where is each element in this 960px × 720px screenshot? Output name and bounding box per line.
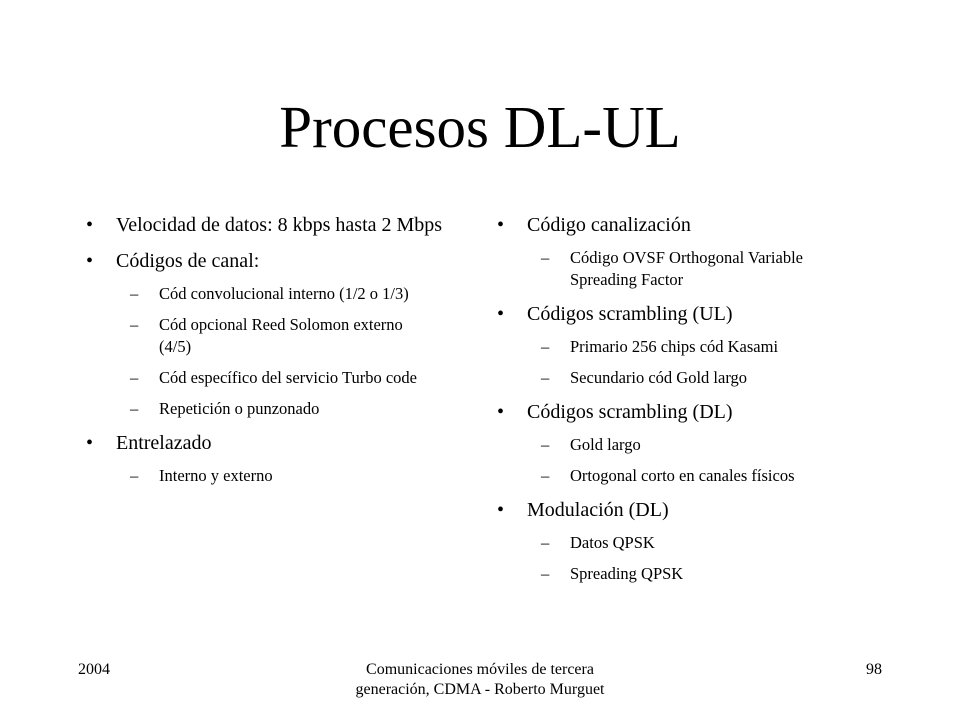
dash-icon: –	[541, 564, 550, 583]
sub-bullet-text: Interno y externo	[159, 466, 273, 485]
bullet-item	[86, 212, 466, 238]
bullet-icon: •	[497, 214, 505, 236]
bullet-item	[497, 497, 897, 523]
sub-bullet-item	[86, 398, 466, 420]
sub-bullet-text: Cód opcional Reed Solomon externo (4/5)	[159, 315, 403, 356]
footer-year: 2004	[78, 661, 110, 678]
sub-bullet-item	[497, 465, 897, 487]
bullet-text: Código canalización	[527, 214, 691, 236]
sub-bullet-text: Primario 256 chips cód Kasami	[570, 337, 779, 356]
bullet-text: Códigos scrambling (UL)	[527, 303, 733, 325]
sub-bullet-item	[497, 563, 897, 585]
sub-bullet-text: Cód convolucional interno (1/2 o 1/3)	[159, 284, 409, 303]
sub-bullet-text: Datos QPSK	[570, 533, 655, 552]
sub-bullet-item	[86, 283, 466, 305]
dash-icon: –	[541, 466, 550, 485]
bullet-icon: •	[497, 303, 505, 325]
bullet-item	[86, 248, 466, 274]
bullet-item	[497, 301, 897, 327]
bullet-icon: •	[86, 214, 94, 236]
bullet-text: Modulación (DL)	[527, 499, 669, 521]
sub-bullet-item	[497, 336, 897, 358]
left-bullet-list	[86, 212, 466, 487]
dash-icon: –	[541, 248, 550, 267]
bullet-text: Velocidad de datos: 8 kbps hasta 2 Mbps	[116, 214, 443, 236]
sub-bullet-item	[86, 367, 466, 389]
sub-bullet-text: Código OVSF Orthogonal Variable Spreading Factor	[570, 248, 803, 289]
sub-bullet-text: Secundario cód Gold largo	[570, 368, 748, 387]
bullet-text: Códigos scrambling (DL)	[527, 401, 733, 423]
dash-icon: –	[130, 284, 139, 303]
bullet-item	[497, 212, 897, 238]
sub-bullet-text: Ortogonal corto en canales físicos	[570, 466, 795, 485]
sub-bullet-text: Cód específico del servicio Turbo code	[159, 368, 417, 387]
bullet-text: Entrelazado	[116, 432, 212, 454]
dash-icon: –	[541, 337, 550, 356]
sub-bullet-item	[497, 247, 897, 291]
dash-icon: –	[130, 315, 139, 334]
sub-bullet-item	[497, 367, 897, 389]
dash-icon: –	[541, 368, 550, 387]
right-bullet-list	[497, 212, 897, 585]
dash-icon: –	[130, 399, 139, 418]
slide-title: Procesos DL-UL	[279, 94, 681, 160]
sub-bullet-text: Spreading QPSK	[570, 564, 684, 583]
bullet-icon: •	[86, 432, 94, 454]
sub-bullet-item	[497, 434, 897, 456]
bullet-icon: •	[497, 499, 505, 521]
dash-icon: –	[541, 435, 550, 454]
bullet-icon: •	[497, 401, 505, 423]
sub-bullet-item	[497, 532, 897, 554]
bullet-text: Códigos de canal:	[116, 250, 260, 272]
dash-icon: –	[541, 533, 550, 552]
footer-title: Comunicaciones móviles de tercera generación, CDMA - Roberto Murguet	[355, 661, 605, 698]
dash-icon: –	[130, 466, 139, 485]
footer-page-number: 98	[866, 661, 882, 678]
bullet-icon: •	[86, 250, 94, 272]
sub-bullet-item	[86, 465, 466, 487]
bullet-item	[497, 399, 897, 425]
bullet-item	[86, 430, 466, 456]
sub-bullet-item	[86, 314, 466, 358]
dash-icon: –	[130, 368, 139, 387]
sub-bullet-text: Repetición o punzonado	[159, 399, 320, 418]
sub-bullet-text: Gold largo	[570, 435, 641, 454]
